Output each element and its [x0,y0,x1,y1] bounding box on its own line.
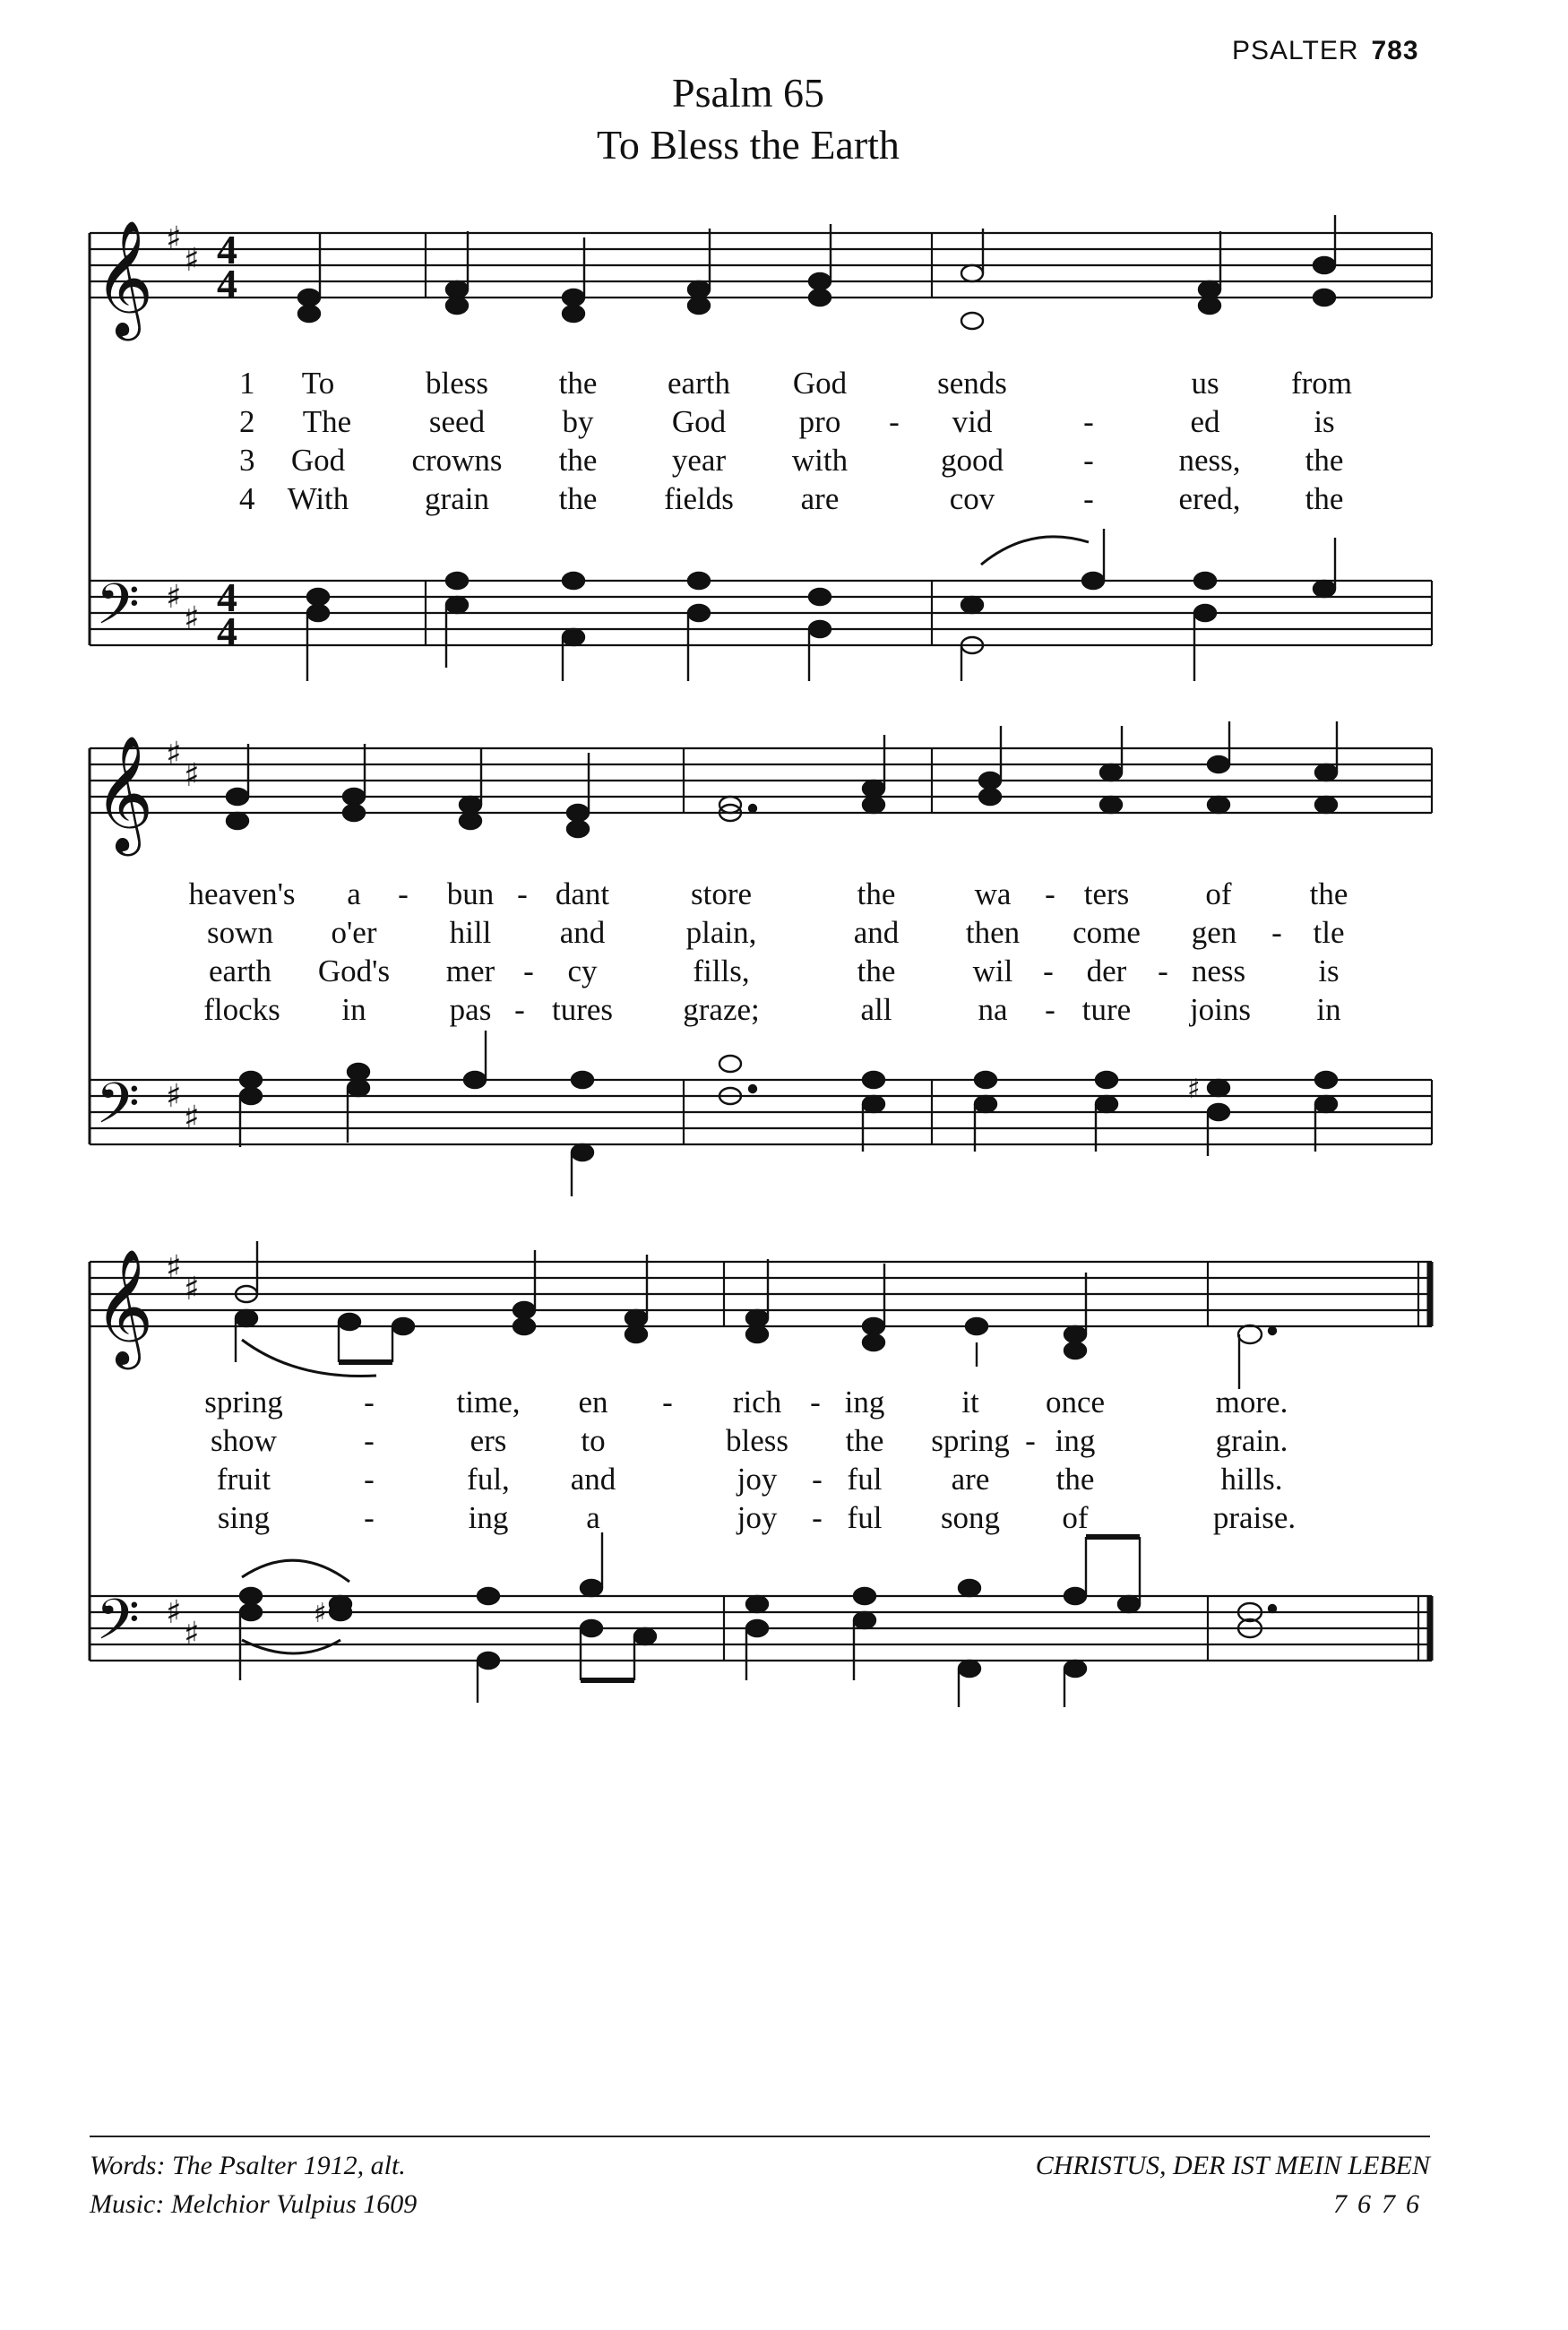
syllable: To [301,366,335,401]
verse-2-line [0,1423,1568,1462]
svg-text:♯: ♯ [166,220,182,257]
syllable: good [941,443,1004,478]
syllable: pro [798,404,841,439]
syllable: graze; [683,992,760,1027]
syllable: God [290,443,346,478]
svg-text:♯: ♯ [184,1271,200,1307]
syllable: cy [567,954,598,988]
credits [90,2146,417,2223]
syllable: vid [952,404,993,439]
svg-text:♯: ♯ [184,757,200,794]
syllable: the [857,954,896,988]
time-signature-bottom: 4 [217,261,237,306]
syllable: - [1083,443,1094,478]
syllable: the [558,481,598,516]
verse-number: 2 [239,404,255,439]
syllable: plain, [685,915,757,950]
syllable: - [810,1385,821,1420]
syllable: - [364,1385,375,1420]
syllable: en [578,1385,608,1420]
verse-2-line [0,915,1568,954]
time-signature-top-bass: 4 [217,574,237,620]
syllable: fruit [216,1462,271,1497]
verse-4-line [0,1500,1568,1539]
svg-text:♯: ♯ [166,579,182,616]
verse-2-line [0,404,1568,443]
syllable: - [364,1462,375,1497]
syllable: earth [209,954,271,988]
syllable: are [800,481,840,516]
svg-text:𝄞: 𝄞 [94,220,154,336]
syllable: - [662,1385,673,1420]
syllable: spring [931,1423,1010,1458]
syllable: na [978,992,1008,1027]
syllable: to [581,1423,606,1458]
tune-info [1036,2146,1430,2223]
syllable: grain [425,481,489,516]
syllable: fields [664,481,734,516]
svg-text:♯: ♯ [184,1100,200,1136]
syllable: show [211,1423,277,1458]
verse-number: 1 [239,366,255,401]
syllable: ters [1083,876,1130,911]
syllable: God's [317,954,391,988]
syllable: ered, [1178,481,1241,516]
hymn-title: To Bless the Earth [597,122,900,168]
hymn-titles [0,67,1496,171]
syllable: hills. [1220,1462,1283,1497]
syllable: - [517,876,528,911]
syllable: ful, [467,1462,510,1497]
syllable: bless [726,1423,788,1458]
time-signature-top: 4 [217,227,237,272]
syllable: the [857,876,896,911]
verse-3-line [0,443,1568,481]
section-label: PSALTER [1232,36,1359,65]
syllable: gen [1191,915,1237,950]
time-signature-bottom-bass: 4 [217,608,237,654]
syllable: of [1205,876,1232,911]
verse-3-line [0,1462,1568,1500]
svg-text:♯: ♯ [1187,1074,1201,1105]
syllable: tures [551,992,614,1027]
syllable: ture [1081,992,1132,1027]
clef-treble-icon [94,735,153,857]
clef-bass-icon [96,571,140,651]
syllable: sends [937,366,1007,401]
syllable: - [364,1500,375,1535]
clef-treble-icon [94,1248,153,1370]
syllable: ness, [1178,443,1241,478]
svg-text:𝄢: 𝄢 [96,1070,140,1150]
syllable: ful [847,1462,883,1497]
syllable: fills, [693,954,750,988]
svg-text:𝄢: 𝄢 [96,571,140,651]
verse-1-line [0,1385,1568,1423]
syllable: - [1045,992,1055,1027]
syllable: wil [972,954,1013,988]
svg-text:♯: ♯ [166,736,182,772]
syllable: then [965,915,1021,950]
syllable: the [1055,1462,1095,1497]
svg-text:♯: ♯ [166,1249,182,1286]
svg-text:♯: ♯ [184,1616,200,1653]
syllable: - [812,1462,823,1497]
syllable: and [853,915,900,950]
syllable: song [940,1500,1001,1535]
syllable: the [558,366,598,401]
svg-text:♯: ♯ [166,1078,182,1115]
syllable: more. [1215,1385,1288,1420]
syllable: earth [668,366,730,401]
syllable: once [1045,1385,1106,1420]
verse-4-line [0,481,1568,520]
tune-name: CHRISTUS, DER IST MEIN LEBEN [1035,2151,1430,2180]
syllable: a [586,1500,600,1535]
syllable: a [347,876,361,911]
verse-1-line [0,366,1568,404]
syllable: from [1290,366,1353,401]
svg-text:♯: ♯ [184,600,200,637]
syllable: - [1025,1423,1036,1458]
syllable: dant [555,876,610,911]
syllable: of [1062,1500,1089,1535]
words-credit: Words: The Psalter 1912, alt. [90,2151,406,2180]
syllable: - [1158,954,1168,988]
syllable: - [398,876,409,911]
syllable: - [1271,915,1282,950]
syllable: The [302,404,352,439]
syllable: by [562,404,594,439]
syllable: with [791,443,849,478]
syllable: ing [1055,1423,1096,1458]
syllable: bun [446,876,495,911]
verse-number: 4 [239,481,255,516]
syllable: grain. [1215,1423,1288,1458]
syllable: the [845,1423,884,1458]
syllable: hill [449,915,492,950]
verse-1-line [0,876,1568,915]
syllable: - [889,404,900,439]
syllable: year [671,443,727,478]
syllable: in [1316,992,1341,1027]
syllable: o'er [331,915,377,950]
clef-bass-icon [96,1070,140,1150]
syllable: With [287,481,349,516]
svg-text:𝄢: 𝄢 [96,1586,140,1666]
syllable: and [570,1462,616,1497]
syllable: store [690,876,753,911]
page-number: 783 [1371,36,1419,65]
syllable: - [514,992,525,1027]
syllable: - [1083,481,1094,516]
verse-3-line [0,954,1568,992]
syllable: joins [1189,992,1252,1027]
syllable: all [860,992,892,1027]
syllable: joy [737,1462,778,1497]
syllable: - [1043,954,1054,988]
footer-divider [90,2136,1430,2137]
syllable: is [1314,404,1335,439]
syllable: - [1083,404,1094,439]
syllable: ful [847,1500,883,1535]
syllable: and [559,915,606,950]
syllable: pas [449,992,492,1027]
verse-number: 3 [239,443,255,478]
syllable: the [558,443,598,478]
syllable: the [1305,481,1344,516]
syllable: flocks [203,992,280,1027]
svg-text:♯: ♯ [184,242,200,279]
syllable: sing [217,1500,271,1535]
syllable: the [1309,876,1348,911]
syllable: ed [1190,404,1220,439]
syllable: - [523,954,534,988]
syllable: in [341,992,366,1027]
syllable: ness [1191,954,1246,988]
syllable: time, [456,1385,521,1420]
syllable: ing [844,1385,885,1420]
syllable: are [951,1462,990,1497]
svg-text:𝄞: 𝄞 [94,735,154,851]
clef-bass-icon [96,1586,140,1666]
syllable: sown [207,915,273,950]
page-header [1232,36,1419,66]
syllable: God [671,404,727,439]
clef-treble-icon [94,220,153,341]
syllable: God [792,366,848,401]
syllable: it [961,1385,979,1420]
syllable: cov [949,481,995,516]
syllable: mer [445,954,495,988]
syllable: ing [468,1500,509,1535]
syllable: praise. [1212,1500,1297,1535]
syllable: - [364,1423,375,1458]
syllable: der [1086,954,1127,988]
svg-text:♯: ♯ [314,1598,327,1629]
syllable: rich [732,1385,782,1420]
syllable: ers [470,1423,507,1458]
syllable: spring [204,1385,283,1420]
syllable: crowns [411,443,503,478]
syllable: the [1305,443,1344,478]
tune-meter: 7676 [1333,2189,1430,2219]
svg-text:𝄞: 𝄞 [94,1248,154,1365]
syllable: - [812,1500,823,1535]
syllable: joy [737,1500,778,1535]
psalm-number: Psalm 65 [672,70,824,116]
syllable: bless [426,366,488,401]
syllable: heaven's [188,876,296,911]
syllable: us [1191,366,1219,401]
syllable: seed [428,404,486,439]
music-credit: Music: Melchior Vulpius 1609 [90,2189,418,2219]
syllable: is [1318,954,1340,988]
svg-text:♯: ♯ [166,1594,182,1631]
syllable: - [1045,876,1055,911]
syllable: come [1073,915,1141,950]
verse-4-line [0,992,1568,1031]
syllable: wa [974,876,1012,911]
syllable: tle [1313,915,1345,950]
